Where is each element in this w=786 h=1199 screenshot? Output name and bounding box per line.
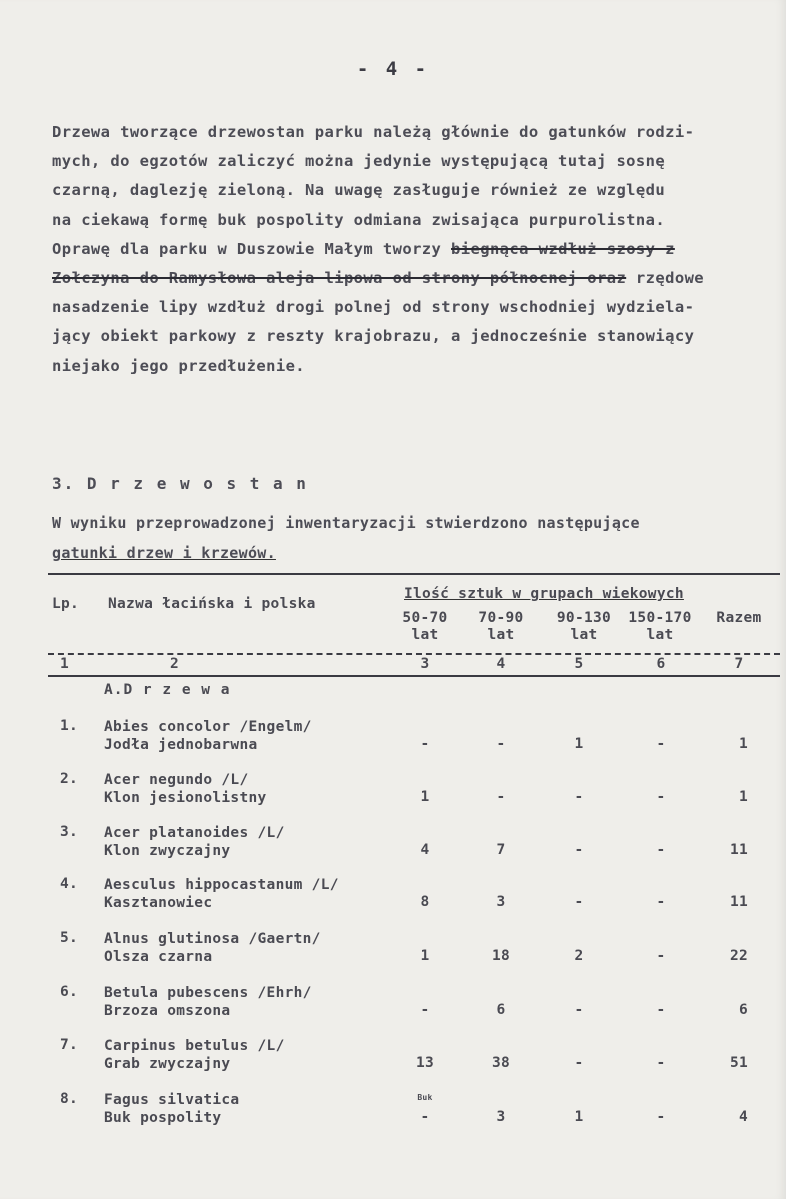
colnum-1: 1 [60,656,70,672]
header-age-group: Ilość sztuk w grupach wiekowych [404,586,684,602]
row-value: 13 [415,1055,435,1071]
section-heading: 3. D r z e w o s t a n [52,474,308,493]
colnum-4: 4 [496,656,506,672]
row-value: - [656,1002,666,1018]
row-note: Buk [417,1093,433,1102]
row-lp: 6. [60,984,79,1000]
row-value: - [496,736,506,752]
row-value: - [496,789,506,805]
row-polish-name: Klon jesionolistny [104,790,267,806]
colnum-3: 3 [420,656,430,672]
page-number: - 4 - [356,58,430,80]
header-age-4: 150-170 [628,610,692,626]
header-bottom-rule [48,675,780,677]
header-unit-1: lat [411,627,439,643]
row-value: - [574,842,584,858]
colnum-7: 7 [734,656,744,672]
row-value: - [420,1002,430,1018]
row-value: 11 [729,842,748,858]
row-value: 38 [491,1055,511,1071]
row-value: 1 [574,736,584,752]
colnum-6: 6 [656,656,666,672]
row-value: - [656,1055,666,1071]
paragraph-line: Drzewa tworzące drzewostan parku należą głównie do gatunków rodzi- [52,123,695,141]
row-latin-name: Aesculus hippocastanum /L/ [104,877,339,893]
line6-end: rzędowe [626,268,705,287]
intro-line: W wyniku przeprowadzonej inwentaryzacji stwierdzono następujące [52,514,640,532]
row-latin-name: Acer negundo /L/ [104,772,249,788]
row-lp: 1. [60,718,79,734]
row-lp: 7. [60,1037,79,1053]
paragraph-line: czarną, daglezję zieloną. Na uwagę zasługuje również ze względu [52,181,666,200]
paragraph-line: na ciekawą formę buk pospolity odmiana zwisająca purpurolistna. [52,210,666,229]
header-age-1: 50-70 [402,610,448,626]
description-paragraph [52,118,768,381]
row-polish-name: Olsza czarna [104,949,213,965]
row-latin-name: Acer platanoides /L/ [104,825,285,841]
row-latin-name: Alnus glutinosa /Gaertn/ [104,931,321,947]
row-value: 7 [496,842,506,858]
header-unit-4: lat [646,627,674,643]
row-value: - [656,1109,666,1125]
row-value: 1 [574,1109,584,1125]
row-value: - [656,736,666,752]
row-latin-name: Carpinus betulus /L/ [104,1038,285,1054]
table-top-rule [48,573,780,575]
paragraph-line: jący obiekt parkowy z reszty krajobrazu, a jednocześnie stanowiący [52,327,695,346]
row-value: 3 [496,1109,506,1125]
row-latin-name: Fagus silvatica [104,1092,240,1108]
row-latin-name: Abies concolor /Engelm/ [104,719,312,735]
row-value: - [574,894,584,910]
row-lp: 8. [60,1091,79,1107]
row-polish-name: Jodła jednobarwna [104,737,258,753]
row-value: 51 [729,1055,748,1071]
row-lp: 4. [60,876,79,892]
row-polish-name: Kasztanowiec [104,895,213,911]
row-polish-name: Klon zwyczajny [104,843,231,859]
header-age-2: 70-90 [478,610,524,626]
row-lp: 2. [60,771,79,787]
row-latin-name: Betula pubescens /Ehrh/ [104,985,312,1001]
intro-text [52,508,772,568]
row-value: - [574,1055,584,1071]
row-value: 3 [496,894,506,910]
colnum-5: 5 [574,656,584,672]
row-polish-name: Buk pospolity [104,1110,222,1126]
row-value: 4 [738,1109,748,1125]
header-unit-2: lat [487,627,515,643]
row-lp: 3. [60,824,79,840]
row-value: 6 [738,1002,748,1018]
intro-line: gatunki drzew i krzewów. [52,544,276,562]
paragraph-line-edited [52,264,768,293]
header-unit-3: lat [570,627,598,643]
row-value: 1 [420,789,430,805]
row-value: 1 [738,789,748,805]
row-value: - [656,948,666,964]
row-lp: 5. [60,930,79,946]
colnum-2: 2 [170,656,180,672]
row-value: 1 [420,948,430,964]
row-value: - [420,736,430,752]
paragraph-line-edited [52,235,768,264]
row-value: - [656,894,666,910]
row-value: - [420,1109,430,1125]
struck-text: biegnąca wzdłuż szosy z [451,239,675,258]
row-value: 18 [491,948,511,964]
row-value: - [656,842,666,858]
paragraph-line: nasadzenie lipy wzdłuż drogi polnej od strony wschodniej wydziela- [52,298,695,317]
row-value: - [574,789,584,805]
row-value: 4 [420,842,430,858]
header-age-3: 90-130 [556,610,612,626]
group-a-heading: A.D r z e w a [104,682,231,698]
row-polish-name: Brzoza omszona [104,1003,231,1019]
row-value: 8 [420,894,430,910]
header-dashed-rule [48,653,780,655]
row-value: 2 [574,948,584,964]
header-lp: Lp. [52,596,80,612]
paragraph-line: niejako jego przedłużenie. [52,356,306,375]
row-value: 6 [496,1002,506,1018]
row-value: 11 [729,894,748,910]
struck-text: Zołczyna do Ramysłowa aleja lipowa od strony północnej oraz [52,268,627,287]
header-name: Nazwa łacińska i polska [108,596,316,612]
row-polish-name: Grab zwyczajny [104,1056,231,1072]
row-value: - [574,1002,584,1018]
paragraph-line: mych, do egzotów zaliczyć można jedynie występującą tutaj sosnę [52,152,666,171]
row-value: - [656,789,666,805]
header-total: Razem [716,610,762,626]
row-value: 1 [738,736,748,752]
line5-start: Oprawę dla parku w Duszowie Małym tworzy [52,239,442,258]
row-value: 22 [729,948,748,964]
